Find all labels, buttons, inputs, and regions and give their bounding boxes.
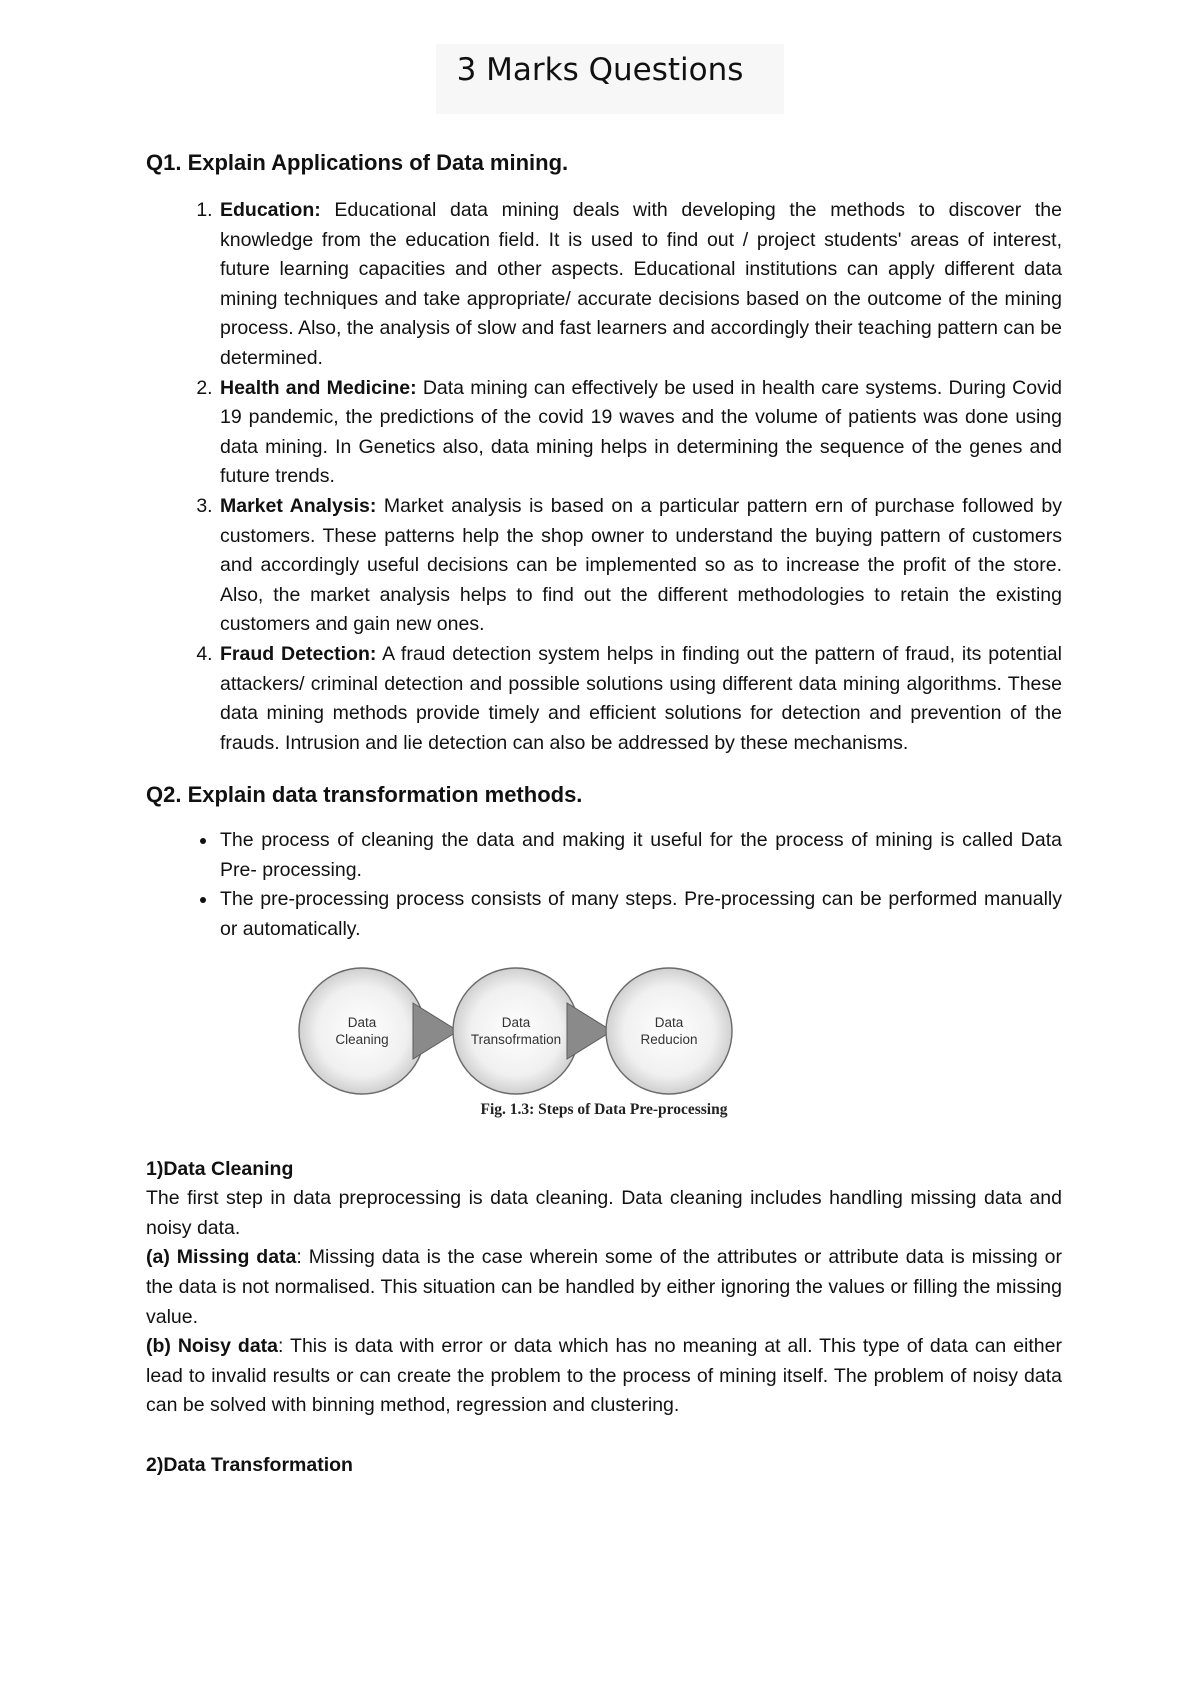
- noisy-data-text: : This is data with error or data which has no meaning at all. This type of data can either lead to invalid results or can create the problem to the process of mining itself. The problem of noisy data can be solved with binning method, regression and clustering.: [146, 1335, 1062, 1417]
- item-text: A fraud detection system helps in finding out the pattern of fraud, its potential attackers/ criminal detection and possible solutions using different data mining algorithms. These data mining methods provide timely and efficient solutions for detection and prevention of the frauds. Intrusion and lie detection can also be addressed by these mechanisms.: [220, 642, 1062, 754]
- list-item: [218, 640, 1062, 758]
- data-transformation-heading: 2)Data Transformation: [146, 1454, 353, 1476]
- q1-heading: Q1. Explain Applications of Data mining.: [146, 150, 569, 175]
- data-cleaning-intro: The first step in data preprocessing is data cleaning. Data cleaning includes handling missing data and noisy data.: [146, 1187, 1062, 1239]
- circle-1-line1: Data: [347, 1014, 377, 1030]
- circle-2-line1: Data: [501, 1014, 531, 1030]
- preprocessing-diagram: [296, 967, 736, 1097]
- data-cleaning-heading: 1)Data Cleaning: [146, 1157, 294, 1180]
- missing-data-text: : Missing data is the case wherein some of the attributes or attribute data is missing or the data is not normalised. This situation can be handled by either ignoring the values or filling the missing value.: [146, 1246, 1062, 1328]
- noisy-data-paragraph: [146, 1332, 1062, 1421]
- noisy-data-label: (b) Noisy data: [146, 1335, 279, 1358]
- item-label: Market Analysis:: [220, 494, 377, 517]
- list-item: [218, 196, 1062, 374]
- document-content: [146, 148, 1062, 1481]
- item-text: Market analysis is based on a particular pattern ern of purchase followed by customers. These patterns help the shop owner to understand the buying pattern of customers and accordingly useful decisions can be implemented so as to increase the profit of the store. Also, the market analysis helps to find out the different methodologies to retain the existing customers and gain new ones.: [220, 494, 1062, 636]
- reduction-circle: [606, 968, 732, 1094]
- page-title: 3 Marks Questions: [456, 52, 744, 88]
- bullet-item: • The process of cleaning the data and making it useful for the process of mining is called Data Pre- processing.: [218, 826, 1062, 885]
- list-item: [218, 374, 1062, 492]
- applications-list: [146, 196, 1062, 758]
- circle-3-line2: Reducion: [640, 1031, 698, 1047]
- circle-1-line2: Cleaning: [335, 1031, 389, 1047]
- transformation-circle: [453, 968, 579, 1094]
- arrow-1: [413, 1003, 458, 1059]
- item-text: Educational data mining deals with developing the methods to discover the knowledge from the education field. It is used to find out / project students' areas of interest, future learning capacities and other aspects. Educational institutions can apply different data mining techniques and take appropriate/ accurate decisions based on the outcome of the mining process. Also, the analysis of slow and fast learners and accordingly their teaching pattern can be determined.: [220, 199, 1062, 369]
- circle-3-line1: Data: [654, 1014, 684, 1030]
- q2-heading: Q2. Explain data transformation methods.: [146, 782, 583, 808]
- preprocessing-figure: [146, 967, 1062, 1141]
- arrow-2: [567, 1003, 612, 1059]
- cleaning-circle: [299, 968, 425, 1094]
- item-label: Health and Medicine:: [220, 376, 417, 399]
- missing-data-paragraph: [146, 1243, 1062, 1332]
- circle-2-line2: Transofrmation: [470, 1031, 562, 1047]
- item-text: Data mining can effectively be used in health care systems. During Covid 19 pandemic, the predictions of the covid 19 waves and the volume of patients was done using data mining. In Genetics also, data mining helps in determining the sequence of the genes and future trends.: [220, 376, 1063, 488]
- preprocessing-bullets: [146, 826, 1062, 944]
- bullet-item: • The pre-processing process consists of many steps. Pre-processing can be performed manually or automatically.: [218, 885, 1062, 944]
- figure-caption: Fig. 1.3: Steps of Data Pre-processing: [480, 1100, 728, 1118]
- item-label: Education:: [220, 199, 321, 221]
- list-item: [218, 492, 1062, 640]
- item-label: Fraud Detection:: [220, 642, 377, 665]
- missing-data-label: (a) Missing data: [146, 1246, 297, 1269]
